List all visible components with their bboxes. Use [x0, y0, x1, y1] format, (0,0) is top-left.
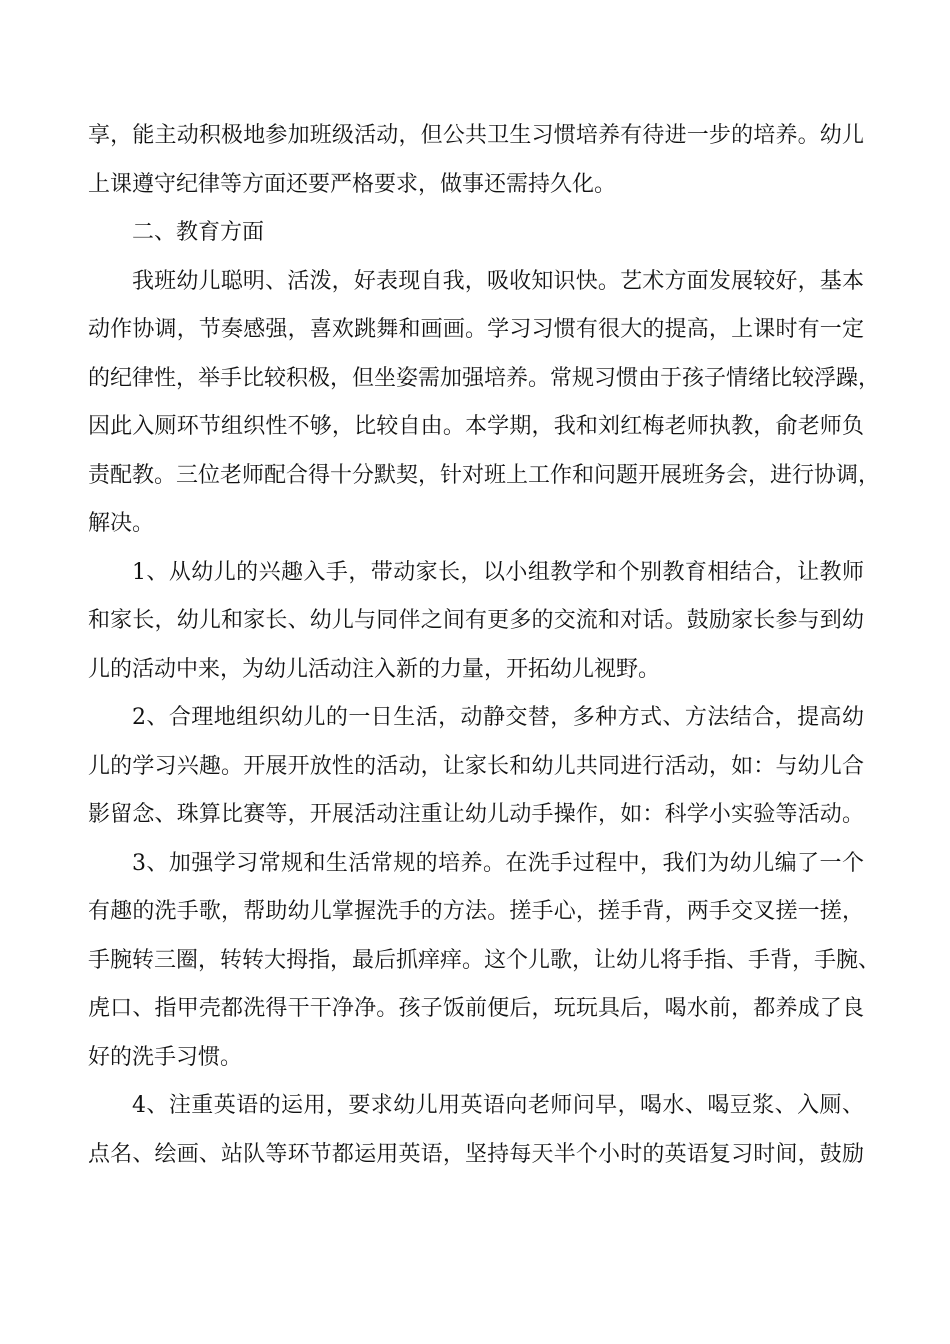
paragraph-line: 解决。 [88, 511, 155, 536]
paragraph-line: 因此入厕环节组织性不够，比较自由。本学期，我和刘红梅老师执教，俞老师负 [88, 414, 864, 439]
paragraph-line: 点名、绘画、站队等环节都运用英语，坚持每天半个小时的英语复习时间，鼓励 [88, 1141, 864, 1167]
paragraph-line: 儿的学习兴趣。开展开放性的活动，让家长和幼儿共同进行活动，如：与幼儿合 [88, 753, 864, 779]
paragraph-line: 手腕转三圈，转转大拇指，最后抓痒痒。这个儿歌，让幼儿将手指、手背，手腕、 [88, 947, 881, 973]
paragraph-line: 我班幼儿聪明、活泼，好表现自我，吸收知识快。艺术方面发展较好，基本 [132, 268, 864, 294]
paragraph-line: 好的洗手习惯。 [88, 1044, 243, 1070]
paragraph-line: 上课遵守纪律等方面还要严格要求，做事还需持久化。 [88, 171, 617, 197]
paragraph-line: 3、加强学习常规和生活常规的培养。在洗手过程中，我们为幼儿编了一个 [132, 850, 864, 876]
paragraph-line: 的纪律性，举手比较积极，但坐姿需加强培养。常规习惯由于孩子情绪比较浮躁， [88, 365, 881, 391]
paragraph-line: 和家长，幼儿和家长、幼儿与同伴之间有更多的交流和对话。鼓励家长参与到幼 [88, 608, 864, 633]
section-heading: 二、教育方面 [132, 220, 265, 245]
paragraph-line: 4、注重英语的运用，要求幼儿用英语向老师问早，喝水、喝豆浆、入厕、 [132, 1093, 864, 1118]
paragraph-line: 儿的活动中来，为幼儿活动注入新的力量，开拓幼儿视野。 [88, 656, 661, 682]
paragraph-line: 享，能主动积极地参加班级活动，但公共卫生习惯培养有待进一步的培养。幼儿 [88, 123, 864, 148]
paragraph-line: 责配教。三位老师配合得十分默契，针对班上工作和问题开展班务会，进行协调， [88, 462, 881, 488]
document-page [88, 112, 881, 1179]
paragraph-line: 影留念、珠算比赛等，开展活动注重让幼儿动手操作，如：科学小实验等活动。 [88, 802, 864, 827]
paragraph-line: 虎口、指甲壳都洗得干干净净。孩子饭前便后，玩玩具后，喝水前，都养成了良 [88, 996, 864, 1021]
paragraph-line: 2、合理地组织幼儿的一日生活，动静交替，多种方式、方法结合，提高幼 [132, 705, 864, 730]
paragraph-line: 动作协调，节奏感强，喜欢跳舞和画画。学习习惯有很大的提高，上课时有一定 [88, 317, 864, 342]
paragraph-line: 有趣的洗手歌，帮助幼儿掌握洗手的方法。搓手心，搓手背，两手交叉搓一搓， [88, 899, 864, 924]
paragraph-line: 1、从幼儿的兴趣入手，带动家长，以小组教学和个别教育相结合，让教师 [132, 559, 864, 585]
